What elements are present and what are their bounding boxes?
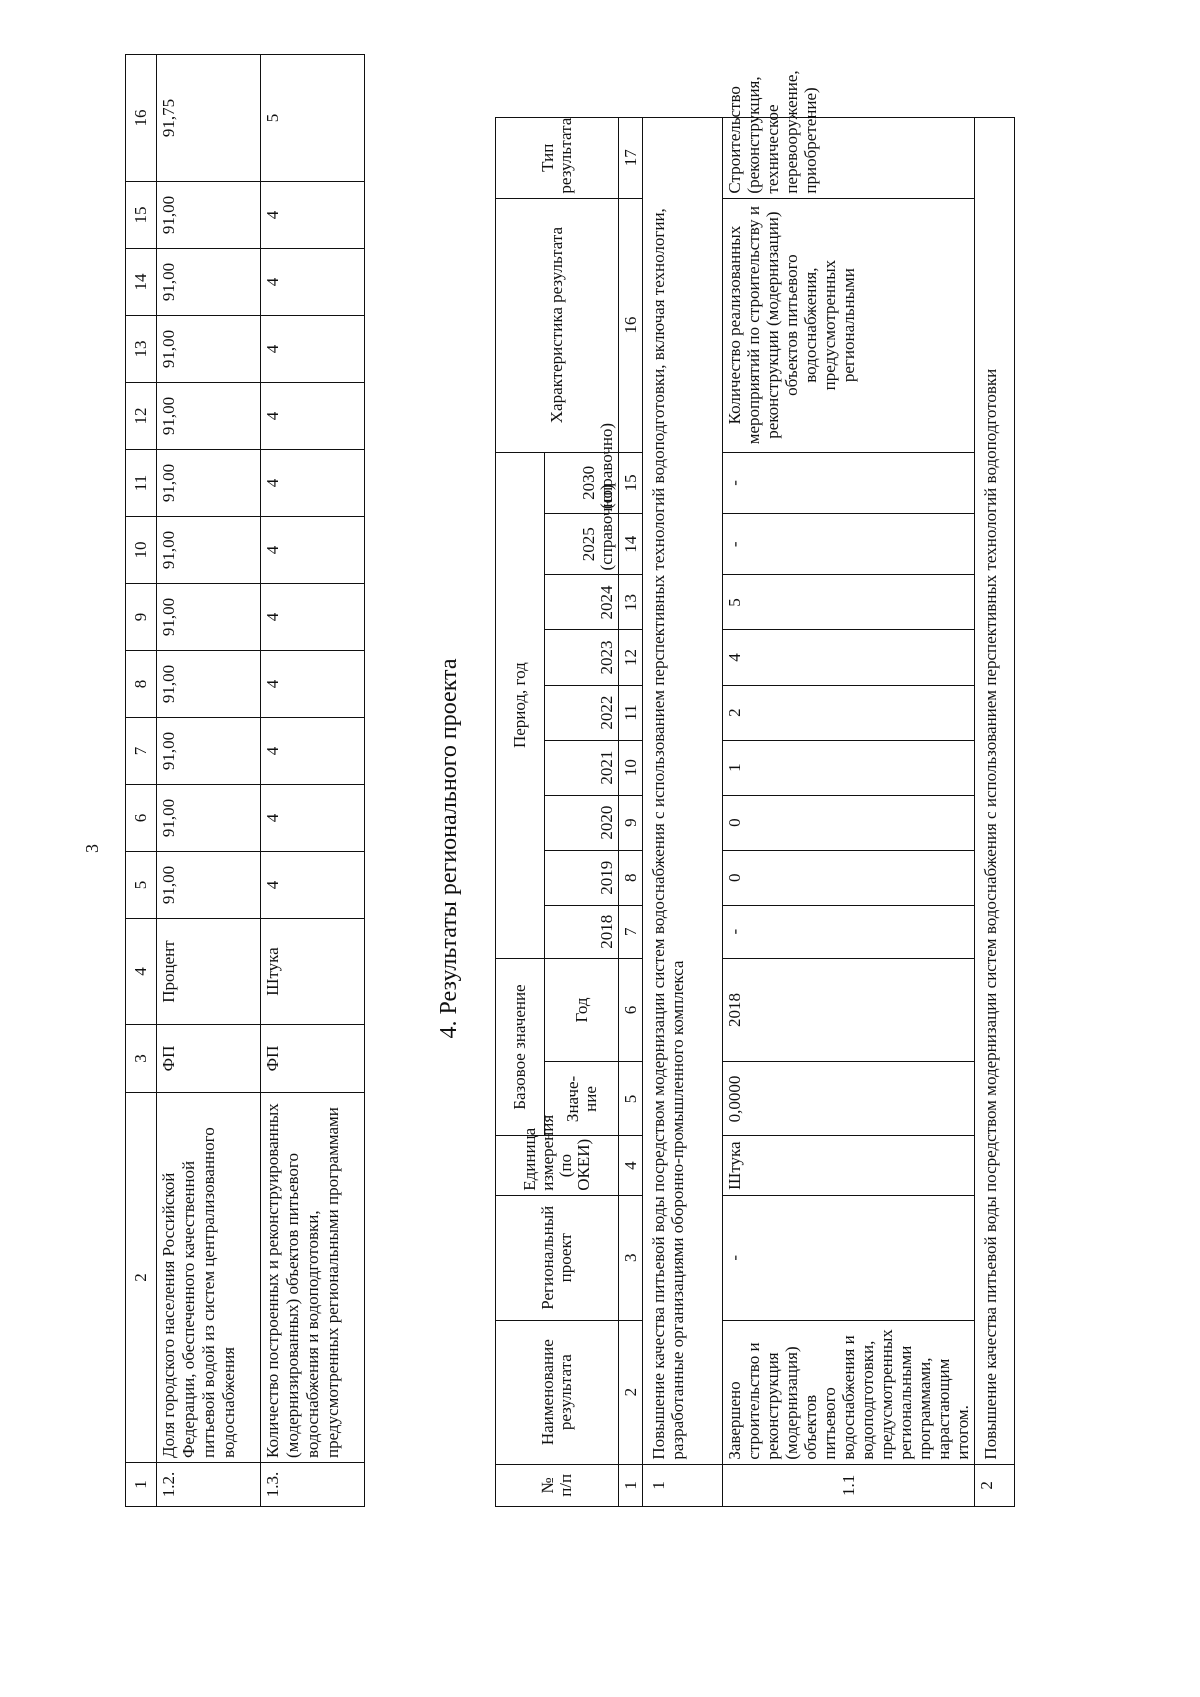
header-year: 2019 [545,850,619,905]
section-title: 4. Результаты регионального проекта [436,658,462,1039]
task-row [975,118,1015,1507]
indicator-value: 91,00 [157,718,261,785]
result-year-value: - [723,514,975,575]
task-number: 2 [975,1464,1015,1506]
header-period: Период, год [496,452,545,958]
col-number: 2 [619,1320,643,1464]
result-unit: Штука [723,1136,975,1195]
col-number: 2 [126,1093,157,1463]
indicator-value: 5 [261,55,365,182]
task-text: Повышение качества питьевой воды посредством модернизации систем водоснабжения с использованием перспективных технологий водоподготовки [975,118,1015,1465]
result-year-value: 4 [723,630,975,685]
task-number: 1 [643,1464,723,1506]
indicators-col-number-row [126,55,157,1507]
col-number: 8 [619,850,643,905]
results-col-number-row [619,118,643,1507]
col-number: 3 [126,1025,157,1093]
indicator-unit: Штука [261,919,365,1025]
indicator-value: 4 [261,450,365,517]
header-year: 2023 [545,630,619,685]
indicator-value: 4 [261,383,365,450]
result-base-value: 0,0000 [723,1062,975,1136]
col-number: 5 [126,852,157,919]
indicator-value: 4 [261,852,365,919]
col-number: 11 [619,685,643,740]
col-number: 16 [619,198,643,452]
header-type: Тип результата [496,118,619,199]
col-number: 6 [619,958,643,1062]
indicators-table [125,54,365,1507]
indicator-value: 91,00 [157,651,261,718]
indicator-value: 4 [261,316,365,383]
header-year: 2030 (справочно) [545,452,619,513]
col-number: 7 [126,718,157,785]
col-number: 7 [619,905,643,958]
header-name: Наименование результата [496,1320,619,1464]
indicator-value: 91,00 [157,584,261,651]
col-number: 15 [126,182,157,249]
indicator-unit: Процент [157,919,261,1025]
indicator-value: 91,00 [157,182,261,249]
result-name: Завершено строительство и реконструкция (модернизация) объектов питьевого водоснабжения и водоподготовки, предусмотренных региональными программами, нарастающим итогом. [723,1320,975,1464]
col-number: 10 [126,517,157,584]
header-unit: Единица измерения (по ОКЕИ) [496,1136,619,1195]
col-number: 6 [126,785,157,852]
col-number: 11 [126,450,157,517]
header-year: 2018 [545,905,619,958]
indicator-row [157,55,261,1507]
results-header-row [496,118,545,1507]
col-number: 17 [619,118,643,199]
header-base-value: Значе-ние [545,1062,619,1136]
indicator-value: 4 [261,785,365,852]
header-year: 2024 [545,575,619,630]
indicator-value: 91,00 [157,785,261,852]
header-characteristic: Характеристика результата [496,198,619,452]
result-year-value: 1 [723,740,975,795]
indicator-value: 4 [261,517,365,584]
col-number: 4 [126,919,157,1025]
result-year-value: 0 [723,795,975,850]
indicator-value: 91,00 [157,450,261,517]
col-number: 5 [619,1062,643,1136]
result-type: Строительство (реконструкция, техническое перевооружение, приобретение) [723,118,975,199]
result-year-value: - [723,905,975,958]
header-num: № п/п [496,1464,619,1506]
result-regional: - [723,1195,975,1320]
result-base-year: 2018 [723,958,975,1062]
col-number: 14 [126,249,157,316]
results-table [495,70,1015,1507]
indicator-value: 91,75 [157,55,261,182]
indicator-number: 1.2. [157,1463,261,1507]
result-year-value: 0 [723,850,975,905]
col-number: 9 [619,795,643,850]
indicator-value: 91,00 [157,517,261,584]
indicator-value: 91,00 [157,383,261,450]
indicator-value: 91,00 [157,852,261,919]
task-text: Повышение качества питьевой воды посредством модернизации систем водоснабжения с использованием перспективных технологий водоподготовки, включая технологии, разработанные организациями оборонно-промышленного комплекса [643,118,723,1465]
col-number: 12 [619,630,643,685]
result-year-value: 2 [723,685,975,740]
indicator-value: 91,00 [157,249,261,316]
indicator-value: 4 [261,584,365,651]
col-number: 16 [126,55,157,182]
result-row [723,118,975,1507]
col-number: 1 [126,1463,157,1507]
col-number: 8 [126,651,157,718]
indicator-value: 4 [261,718,365,785]
indicator-value: 4 [261,249,365,316]
result-year-value: - [723,452,975,513]
col-number: 13 [126,316,157,383]
indicator-number: 1.3. [261,1463,365,1507]
col-number: 3 [619,1195,643,1320]
indicator-value: 91,00 [157,316,261,383]
header-year: 2022 [545,685,619,740]
col-number: 1 [619,1464,643,1506]
header-regional: Региональный проект [496,1195,619,1320]
col-number: 9 [126,584,157,651]
col-number: 13 [619,575,643,630]
header-year: 2021 [545,740,619,795]
header-base-year: Год [545,958,619,1062]
page-number: 3 [82,844,102,853]
col-number: 12 [126,383,157,450]
indicator-name: Количество построенных и реконструированных (модернизированных) объектов питьевого водоснабжения и водоподготовки, предусмотренных региональными программами [261,1093,365,1463]
indicator-source: ФП [261,1025,365,1093]
col-number: 10 [619,740,643,795]
result-number: 1.1 [723,1464,975,1506]
indicator-value: 4 [261,651,365,718]
indicator-name: Доля городского населения Российской Федерации, обеспеченного качественной питьевой водой из систем централизованного водоснабжения [157,1093,261,1463]
indicator-source: ФП [157,1025,261,1093]
indicator-value: 4 [261,182,365,249]
header-year: 2025 (справочно) [545,514,619,575]
task-row [643,118,723,1507]
col-number: 14 [619,514,643,575]
header-year: 2020 [545,795,619,850]
result-characteristic: Количество реализованных мероприятий по строительству и реконструкции (модернизации) объектов питьевого водоснабжения, предусмотренных региональными [723,198,975,452]
col-number: 15 [619,452,643,513]
indicator-row [261,55,365,1507]
result-year-value: 5 [723,575,975,630]
header-base: Базовое значение [496,958,545,1136]
col-number: 4 [619,1136,643,1195]
